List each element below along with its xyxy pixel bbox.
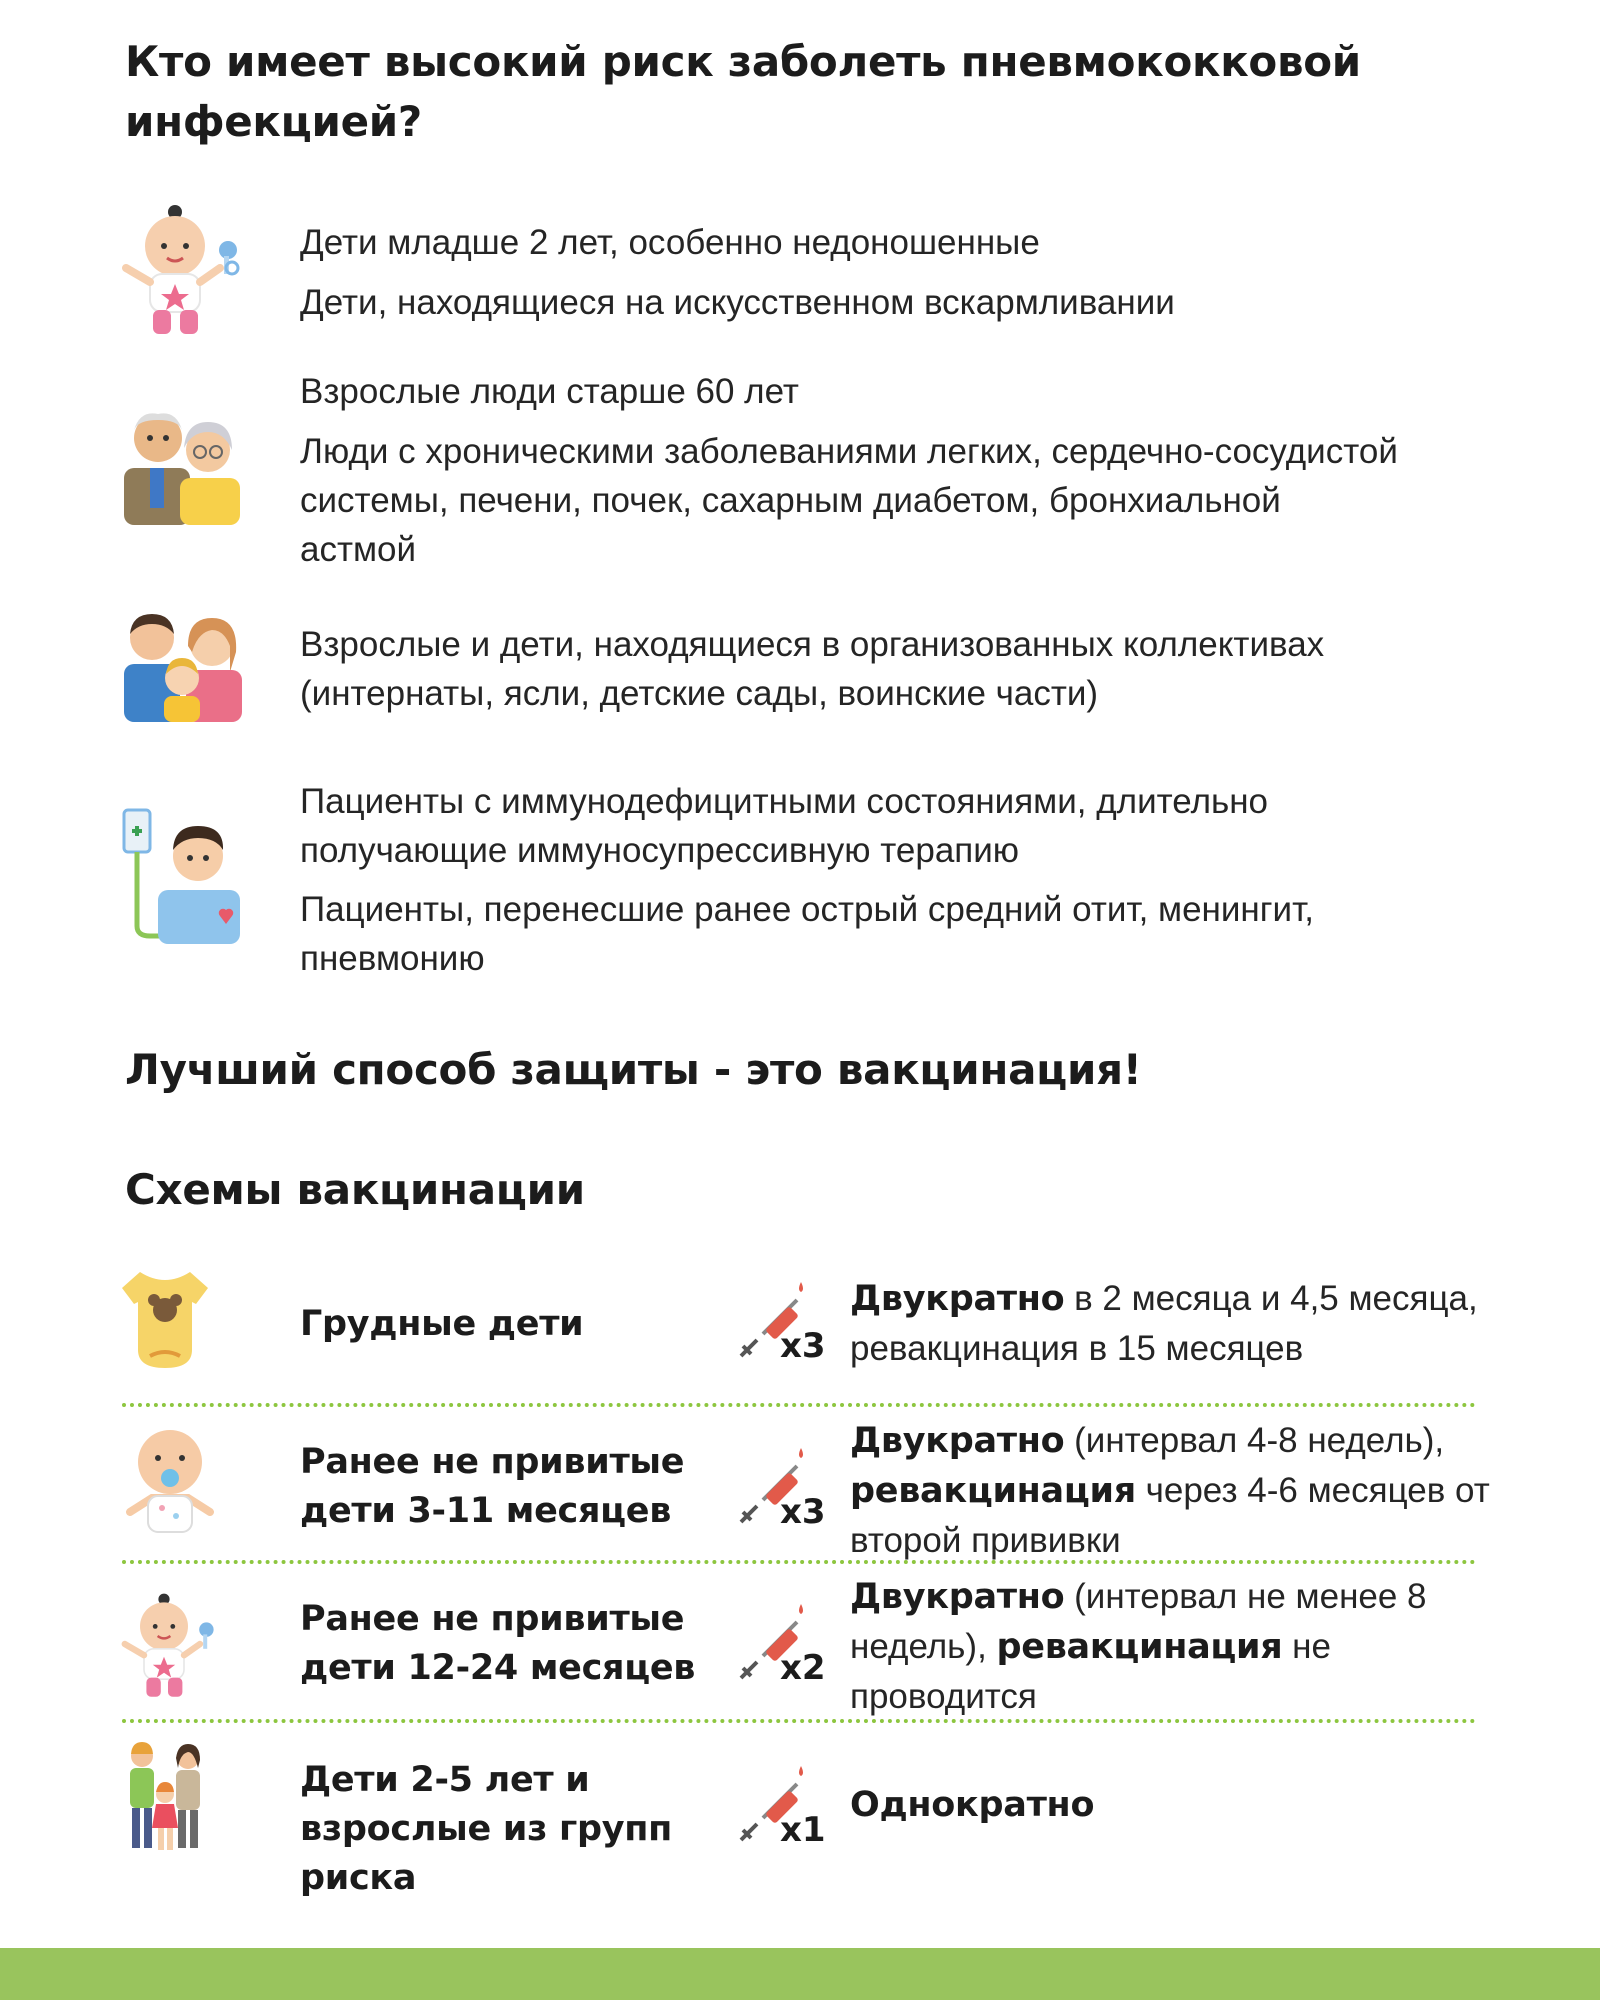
scheme-group: Ранее не привитые дети 12-24 месяцев — [300, 1599, 696, 1688]
onesie-icon — [120, 1268, 245, 1372]
footer-bar — [0, 1948, 1600, 2000]
baby-icon — [120, 198, 245, 338]
family-standing-icon — [120, 1742, 245, 1854]
scheme-description — [850, 1416, 1490, 1565]
toddler-icon — [120, 1588, 245, 1700]
scheme-text: не проводится — [850, 1627, 1331, 1716]
schemes-heading: Схемы вакцинации — [125, 1165, 585, 1214]
scheme-bold: ревакцинация — [996, 1627, 1283, 1667]
protection-heading: Лучший способ защиты - это вакцинация! — [125, 1045, 1142, 1094]
scheme-bold: Однократно — [850, 1785, 1095, 1825]
family-icon — [120, 612, 245, 722]
patient-iv-icon — [120, 806, 245, 946]
risk-text: Взрослые и дети, находящиеся в организованных коллективах (интернаты, ясли, детские сады, воинские части) — [300, 625, 1325, 713]
scheme-description — [850, 1780, 1490, 1830]
scheme-bold: Двукратно — [850, 1577, 1065, 1617]
scheme-description — [850, 1572, 1490, 1721]
scheme-group: Грудные дети — [300, 1304, 584, 1344]
scheme-text: (интервал 4-8 недель), — [1064, 1421, 1445, 1460]
scheme-group: Дети 2-5 лет и взрослые из групп риска — [300, 1760, 673, 1898]
dose-count: x3 — [780, 1492, 826, 1532]
row-divider — [122, 1560, 1476, 1564]
dose-count: x3 — [780, 1326, 826, 1366]
risk-text: Дети, находящиеся на искусственном вскармливании — [300, 283, 1175, 322]
scheme-text: через 4-6 месяцев от второй прививки — [850, 1471, 1490, 1560]
scheme-bold: Двукратно — [850, 1421, 1065, 1461]
scheme-text: (интервал не менее 8 недель), — [850, 1577, 1427, 1666]
elderly-couple-icon — [120, 410, 245, 525]
row-divider — [122, 1719, 1476, 1723]
scheme-text: в 2 месяца и 4,5 месяца, ревакцинация в 15 месяцев — [850, 1279, 1478, 1368]
risk-text: Взрослые люди старше 60 лет — [300, 372, 799, 411]
page-title: Кто имеет высокий риск заболеть пневмококковой инфекцией? — [125, 37, 1361, 146]
row-divider — [122, 1403, 1476, 1407]
dose-count: x1 — [780, 1810, 826, 1850]
dose-count: x2 — [780, 1648, 826, 1688]
scheme-bold: Двукратно — [850, 1279, 1065, 1319]
infant-pacifier-icon — [120, 1424, 245, 1536]
risk-text: Дети младше 2 лет, особенно недоношенные — [300, 223, 1040, 262]
scheme-description — [850, 1274, 1490, 1373]
risk-text: Пациенты, перенесшие ранее острый средний отит, менингит, пневмонию — [300, 890, 1314, 978]
scheme-group: Ранее не привитые дети 3-11 месяцев — [300, 1442, 685, 1531]
risk-text: Пациенты с иммунодефицитными состояниями, длительно получающие иммуносупрессивную терапию — [300, 782, 1269, 870]
scheme-bold: ревакцинация — [850, 1471, 1136, 1511]
risk-text: Люди с хроническими заболеваниями легких, сердечно-сосудистой системы, печени, почек, сахарным диабетом, бронхиальной астмой — [300, 432, 1398, 569]
